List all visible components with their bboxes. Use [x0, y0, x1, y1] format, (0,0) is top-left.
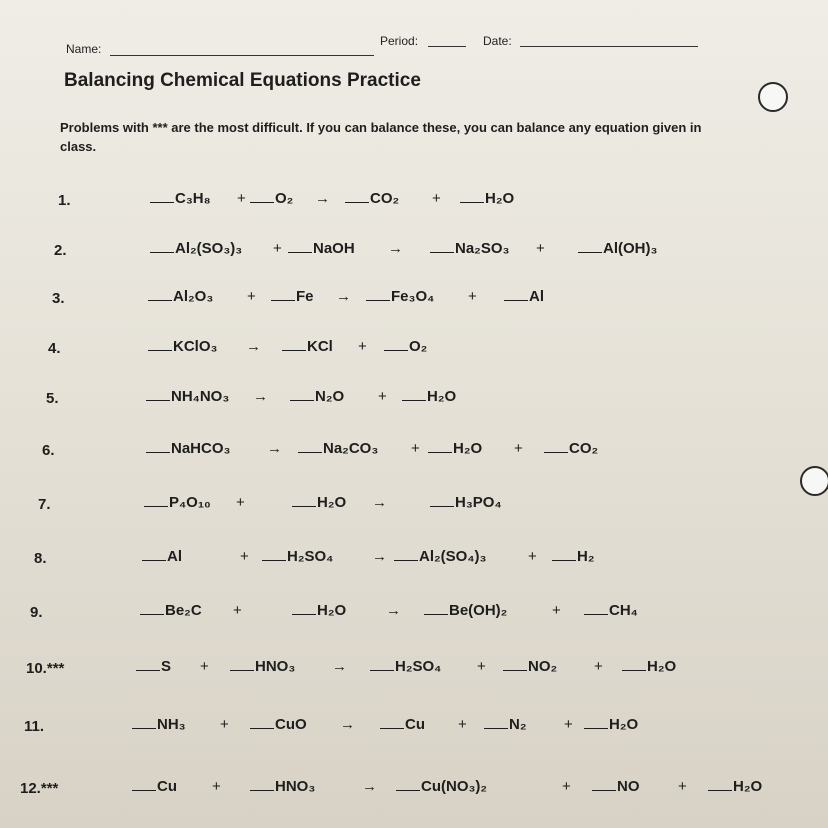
coefficient-blank[interactable] [430, 242, 454, 253]
plus-sign [237, 190, 246, 207]
chemical-formula [504, 288, 544, 305]
chemical-formula [150, 190, 211, 207]
chemical-formula [148, 288, 213, 305]
yield-arrow [246, 338, 261, 355]
equation-row-3 [0, 284, 828, 314]
token-text: + [477, 658, 486, 675]
chemical-formula [430, 240, 509, 257]
token-text: + [458, 716, 467, 733]
coefficient-blank[interactable] [230, 660, 254, 671]
chemical-formula [132, 778, 177, 795]
coefficient-blank[interactable] [384, 340, 408, 351]
coefficient-blank[interactable] [584, 718, 608, 729]
coefficient-blank[interactable] [430, 496, 454, 507]
token-text: NaOH [313, 240, 355, 257]
plus-sign [220, 716, 229, 733]
plus-sign [236, 494, 245, 511]
page-title: Balancing Chemical Equations Practice [64, 70, 421, 91]
token-text: + [432, 190, 441, 207]
equation-row-10 [0, 654, 828, 684]
yield-arrow [340, 716, 355, 733]
problem-number: 9. [30, 604, 43, 621]
token-text: NH₃ [157, 716, 186, 733]
plus-sign [358, 338, 367, 355]
yield-arrow [253, 388, 268, 405]
token-text: NO₂ [528, 658, 558, 675]
chemical-formula [345, 190, 399, 207]
token-text: Fe [296, 288, 314, 305]
chemical-formula [708, 778, 762, 795]
token-text: + [200, 658, 209, 675]
chemical-formula [584, 716, 638, 733]
token-text: H₂ [577, 548, 595, 565]
chemical-formula [460, 190, 514, 207]
name-field-line[interactable] [110, 55, 374, 56]
yield-arrow [315, 190, 330, 207]
coefficient-blank[interactable] [428, 442, 452, 453]
coefficient-blank[interactable] [380, 718, 404, 729]
plus-sign [240, 548, 249, 565]
token-text: + [247, 288, 256, 305]
problem-number: 11. [24, 718, 45, 735]
period-field-line[interactable] [428, 46, 466, 47]
plus-sign [378, 388, 387, 405]
token-text: → [386, 602, 401, 619]
token-text: O₂ [409, 338, 428, 355]
plus-sign [514, 440, 523, 457]
plus-sign [528, 548, 537, 565]
token-text: + [678, 778, 687, 795]
plus-sign [468, 288, 477, 305]
chemical-formula [142, 548, 182, 565]
chemical-formula [250, 716, 307, 733]
yield-arrow [362, 778, 377, 795]
coefficient-blank[interactable] [504, 290, 528, 301]
chemical-formula [250, 190, 293, 207]
token-text: NH₄NO₃ [171, 388, 230, 405]
plus-sign [552, 602, 561, 619]
yield-arrow [332, 658, 347, 675]
chemical-formula [250, 778, 315, 795]
token-text: CO₂ [569, 440, 599, 457]
binder-hole-top [758, 82, 788, 112]
chemical-formula [592, 778, 640, 795]
coefficient-blank[interactable] [292, 604, 316, 615]
token-text: → [315, 190, 330, 207]
token-text: → [246, 338, 261, 355]
token-text: Al [529, 288, 544, 305]
chemical-formula [144, 494, 211, 511]
date-field-line[interactable] [520, 46, 698, 47]
token-text: + [411, 440, 420, 457]
token-text: + [468, 288, 477, 305]
problem-number: 10.*** [26, 660, 65, 677]
period-label: Period: [380, 34, 419, 48]
equation-row-12 [0, 774, 828, 804]
coefficient-blank[interactable] [146, 390, 170, 401]
plus-sign [212, 778, 221, 795]
token-text: H₂O [647, 658, 677, 675]
coefficient-blank[interactable] [142, 550, 166, 561]
equation-row-9 [0, 598, 828, 628]
problem-number: 2. [54, 242, 67, 259]
coefficient-blank[interactable] [484, 718, 508, 729]
token-text: + [552, 602, 561, 619]
equation-row-1 [0, 186, 828, 216]
plus-sign [200, 658, 209, 675]
problem-number: 6. [42, 442, 55, 459]
token-text: + [562, 778, 571, 795]
chemical-formula [578, 240, 657, 257]
token-text: + [564, 716, 573, 733]
chemical-formula [288, 240, 355, 257]
token-text: P₄O₁₀ [169, 494, 211, 511]
coefficient-blank[interactable] [150, 242, 174, 253]
token-text: HNO₃ [275, 778, 316, 795]
coefficient-blank[interactable] [578, 242, 602, 253]
chemical-formula [484, 716, 527, 733]
equation-row-11 [0, 712, 828, 742]
token-text: S [161, 658, 172, 675]
problem-number: 12.*** [20, 780, 59, 797]
token-text: CH₄ [609, 602, 638, 619]
token-text: + [528, 548, 537, 565]
coefficient-blank[interactable] [148, 290, 172, 301]
token-text: HNO₃ [255, 658, 296, 675]
token-text: H₂O [609, 716, 639, 733]
chemical-formula [430, 494, 502, 511]
token-text: → [340, 716, 355, 733]
token-text: Al [167, 548, 182, 565]
token-text: + [233, 602, 242, 619]
coefficient-blank[interactable] [460, 192, 484, 203]
token-text: KClO₃ [173, 338, 218, 355]
coefficient-blank[interactable] [250, 192, 274, 203]
token-text: + [240, 548, 249, 565]
chemical-formula [262, 548, 333, 565]
coefficient-blank[interactable] [396, 780, 420, 791]
token-text: Fe₃O₄ [391, 288, 435, 305]
chemical-formula [150, 240, 242, 257]
problem-number: 5. [46, 390, 59, 407]
chemical-formula [384, 338, 427, 355]
coefficient-blank[interactable] [140, 604, 164, 615]
token-text: Na₂SO₃ [455, 240, 510, 257]
token-text: → [372, 494, 387, 511]
chemical-formula [544, 440, 598, 457]
token-text: + [273, 240, 282, 257]
token-text: Na₂CO₃ [323, 440, 379, 457]
chemical-formula [146, 440, 230, 457]
token-text: → [267, 440, 282, 457]
instructions-text: Problems with *** are the most difficult. If you can balance these, you can balance any equation given in class. [60, 120, 702, 154]
date-label: Date: [483, 34, 512, 48]
yield-arrow [386, 602, 401, 619]
coefficient-blank[interactable] [271, 290, 295, 301]
token-text: + [237, 190, 246, 207]
coefficient-blank[interactable] [136, 660, 160, 671]
coefficient-blank[interactable] [345, 192, 369, 203]
coefficient-blank[interactable] [622, 660, 646, 671]
coefficient-blank[interactable] [503, 660, 527, 671]
token-text: N₂O [315, 388, 345, 405]
coefficient-blank[interactable] [292, 496, 316, 507]
token-text: NO [617, 778, 640, 795]
token-text: KCl [307, 338, 333, 355]
token-text: H₂SO₄ [287, 548, 334, 565]
equation-row-7 [0, 490, 828, 520]
problem-number: 3. [52, 290, 65, 307]
chemical-formula [584, 602, 638, 619]
name-label: Name: [66, 42, 102, 56]
coefficient-blank[interactable] [402, 390, 426, 401]
coefficient-blank[interactable] [148, 340, 172, 351]
coefficient-blank[interactable] [144, 496, 168, 507]
token-text: N₂ [509, 716, 527, 733]
token-text: → [362, 778, 377, 795]
plus-sign [678, 778, 687, 795]
token-text: → [336, 288, 351, 305]
token-text: Al₂O₃ [173, 288, 214, 305]
token-text: O₂ [275, 190, 294, 207]
coefficient-blank[interactable] [150, 192, 174, 203]
token-text: + [594, 658, 603, 675]
plus-sign [594, 658, 603, 675]
chemical-formula [402, 388, 456, 405]
plus-sign [432, 190, 441, 207]
chemical-formula [271, 288, 314, 305]
coefficient-blank[interactable] [288, 242, 312, 253]
coefficient-blank[interactable] [366, 290, 390, 301]
token-text: → [332, 658, 347, 675]
coefficient-blank[interactable] [592, 780, 616, 791]
chemical-formula [298, 440, 378, 457]
chemical-formula [428, 440, 482, 457]
token-text: Cu [405, 716, 425, 733]
plus-sign [564, 716, 573, 733]
token-text: H₂O [733, 778, 763, 795]
token-text: H₂O [427, 388, 457, 405]
equation-row-6 [0, 436, 828, 466]
token-text: H₂O [317, 494, 347, 511]
plus-sign [536, 240, 545, 257]
coefficient-blank[interactable] [552, 550, 576, 561]
coefficient-blank[interactable] [282, 340, 306, 351]
token-text: H₂O [317, 602, 347, 619]
token-text: H₃PO₄ [455, 494, 502, 511]
yield-arrow [372, 548, 387, 565]
token-text: Cu(NO₃)₂ [421, 778, 488, 795]
chemical-formula [290, 388, 344, 405]
token-text: → [388, 240, 403, 257]
token-text: C₃H₈ [175, 190, 211, 207]
token-text: + [378, 388, 387, 405]
chemical-formula [396, 778, 487, 795]
chemical-formula [622, 658, 676, 675]
coefficient-blank[interactable] [708, 780, 732, 791]
equation-row-4 [0, 334, 828, 364]
coefficient-blank[interactable] [290, 390, 314, 401]
token-text: Al₂(SO₃)₃ [175, 240, 243, 257]
equation-row-2 [0, 236, 828, 266]
coefficient-blank[interactable] [146, 442, 170, 453]
plus-sign [411, 440, 420, 457]
equation-row-5 [0, 384, 828, 414]
token-text: + [536, 240, 545, 257]
problem-number: 8. [34, 550, 47, 567]
token-text: Al₂(SO₄)₃ [419, 548, 487, 565]
chemical-formula [282, 338, 333, 355]
chemical-formula [394, 548, 486, 565]
chemical-formula [292, 602, 346, 619]
coefficient-blank[interactable] [250, 718, 274, 729]
token-text: + [514, 440, 523, 457]
chemical-formula [380, 716, 425, 733]
token-text: Be(OH)₂ [449, 602, 508, 619]
coefficient-blank[interactable] [394, 550, 418, 561]
token-text: NaHCO₃ [171, 440, 231, 457]
plus-sign [477, 658, 486, 675]
token-text: H₂O [453, 440, 483, 457]
token-text: CuO [275, 716, 307, 733]
plus-sign [247, 288, 256, 305]
token-text: → [253, 388, 268, 405]
chemical-formula [370, 658, 441, 675]
coefficient-blank[interactable] [298, 442, 322, 453]
yield-arrow [388, 240, 403, 257]
token-text: + [220, 716, 229, 733]
plus-sign [273, 240, 282, 257]
token-text: → [372, 548, 387, 565]
token-text: H₂SO₄ [395, 658, 442, 675]
problem-number: 4. [48, 340, 61, 357]
chemical-formula [552, 548, 595, 565]
coefficient-blank[interactable] [544, 442, 568, 453]
yield-arrow [372, 494, 387, 511]
token-text: + [236, 494, 245, 511]
chemical-formula [292, 494, 346, 511]
token-text: CO₂ [370, 190, 400, 207]
chemical-formula [503, 658, 557, 675]
coefficient-blank[interactable] [132, 780, 156, 791]
plus-sign [233, 602, 242, 619]
coefficient-blank[interactable] [370, 660, 394, 671]
yield-arrow [267, 440, 282, 457]
coefficient-blank[interactable] [132, 718, 156, 729]
chemical-formula [366, 288, 434, 305]
coefficient-blank[interactable] [250, 780, 274, 791]
token-text: Be₂C [165, 602, 202, 619]
coefficient-blank[interactable] [584, 604, 608, 615]
chemical-formula [424, 602, 507, 619]
chemical-formula [148, 338, 217, 355]
chemical-formula [140, 602, 202, 619]
token-text: + [358, 338, 367, 355]
token-text: Cu [157, 778, 177, 795]
token-text: H₂O [485, 190, 515, 207]
yield-arrow [336, 288, 351, 305]
equation-row-8 [0, 544, 828, 574]
plus-sign [458, 716, 467, 733]
chemical-formula [146, 388, 229, 405]
chemical-formula [136, 658, 171, 675]
chemical-formula [132, 716, 186, 733]
problem-number: 1. [58, 192, 71, 209]
token-text: + [212, 778, 221, 795]
coefficient-blank[interactable] [424, 604, 448, 615]
problem-number: 7. [38, 496, 51, 513]
coefficient-blank[interactable] [262, 550, 286, 561]
token-text: Al(OH)₃ [603, 240, 658, 257]
plus-sign [562, 778, 571, 795]
chemical-formula [230, 658, 295, 675]
